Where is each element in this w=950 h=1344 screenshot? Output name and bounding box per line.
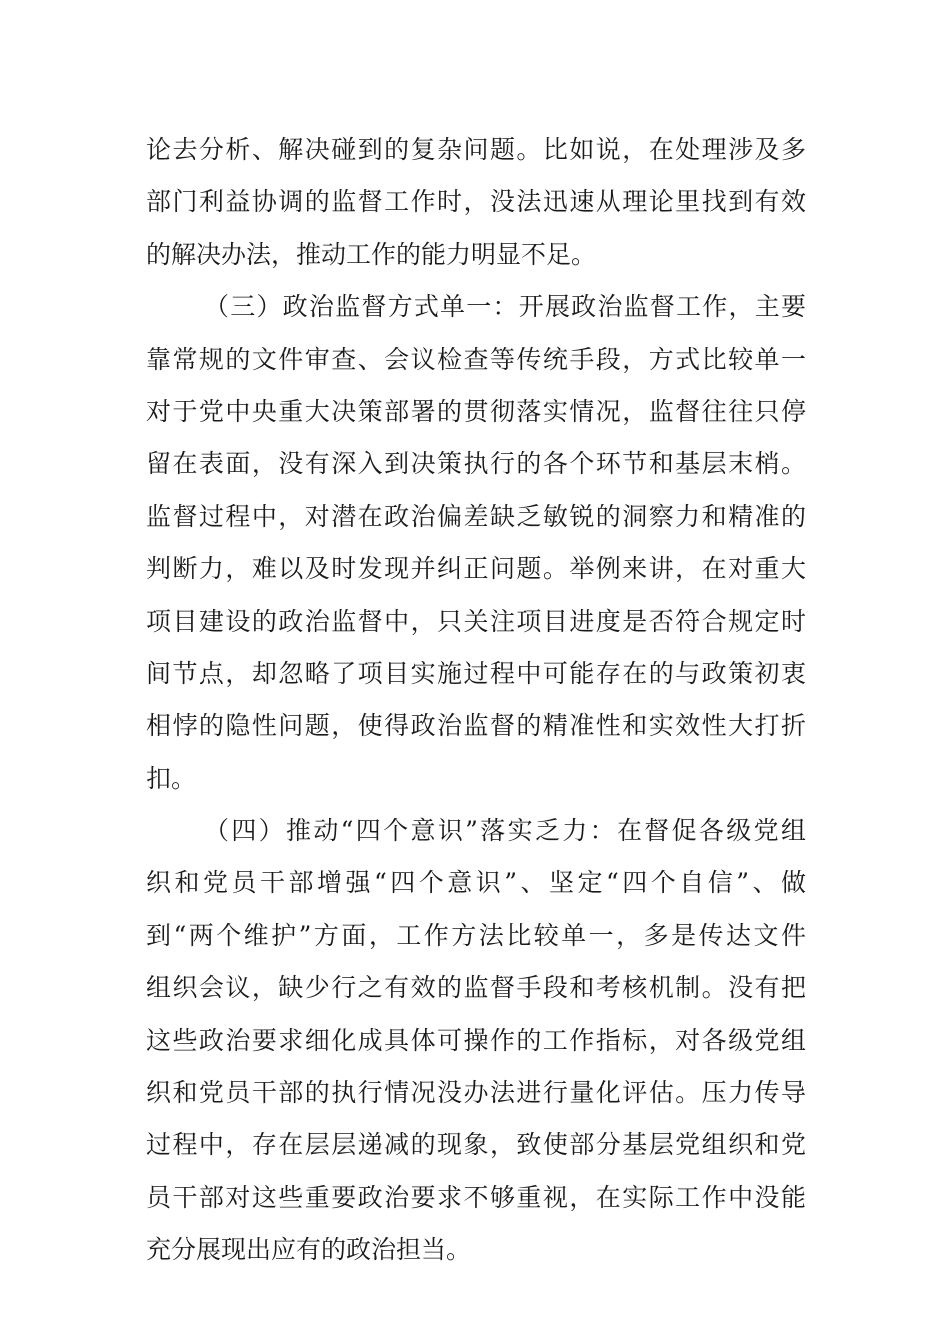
paragraph-continuation	[146, 124, 806, 281]
text-line: 织和党员干部的执行情况没办法进行量化评估。压力传导	[146, 1078, 806, 1108]
section-heading-line: （四）推动“四个意识”落实乏力：在督促各级党组	[204, 816, 806, 846]
paragraph-section-3	[146, 281, 806, 805]
text-line: 相悖的隐性问题，使得政治监督的精准性和实效性大打折	[146, 711, 806, 741]
text-line: 员干部对这些重要政治要求不够重视，在实际工作中没能	[146, 1182, 806, 1212]
section-heading-line: （三）政治监督方式单一：开展政治监督工作，主要	[204, 292, 806, 322]
text-line: 项目建设的政治监督中，只关注项目进度是否符合规定时	[146, 606, 806, 636]
text-line: 织和党员干部增强“四个意识”、坚定“四个自信”、做	[146, 868, 806, 898]
text-line: 过程中，存在层层递减的现象，致使部分基层党组织和党	[146, 1130, 806, 1160]
text-line: 对于党中央重大决策部署的贯彻落实情况，监督往往只停	[146, 396, 806, 426]
text-line: 的解决办法，推动工作的能力明显不足。	[146, 239, 597, 269]
body-text	[146, 124, 806, 1277]
text-line: 判断力，难以及时发现并纠正问题。举例来讲，在对重大	[146, 554, 806, 584]
text-line: 监督过程中，对潜在政治偏差缺乏敏锐的洞察力和精准的	[146, 501, 806, 531]
text-line: 扣。	[146, 763, 197, 793]
text-line: 充分展现出应有的政治担当。	[146, 1235, 472, 1265]
text-line: 组织会议，缺少行之有效的监督手段和考核机制。没有把	[146, 973, 806, 1003]
text-line: 到“两个维护”方面，工作方法比较单一，多是传达文件	[146, 920, 806, 950]
text-line: 部门利益协调的监督工作时，没法迅速从理论里找到有效	[146, 187, 806, 217]
text-line: 留在表面，没有深入到决策执行的各个环节和基层末梢。	[146, 449, 806, 479]
text-line: 这些政治要求细化成具体可操作的工作指标，对各级党组	[146, 1025, 806, 1055]
text-line: 靠常规的文件审查、会议检查等传统手段，方式比较单一	[146, 344, 806, 374]
paragraph-section-4	[146, 805, 806, 1277]
text-line: 论去分析、解决碰到的复杂问题。比如说，在处理涉及多	[146, 135, 806, 164]
text-line: 间节点，却忽略了项目实施过程中可能存在的与政策初衷	[146, 658, 806, 688]
